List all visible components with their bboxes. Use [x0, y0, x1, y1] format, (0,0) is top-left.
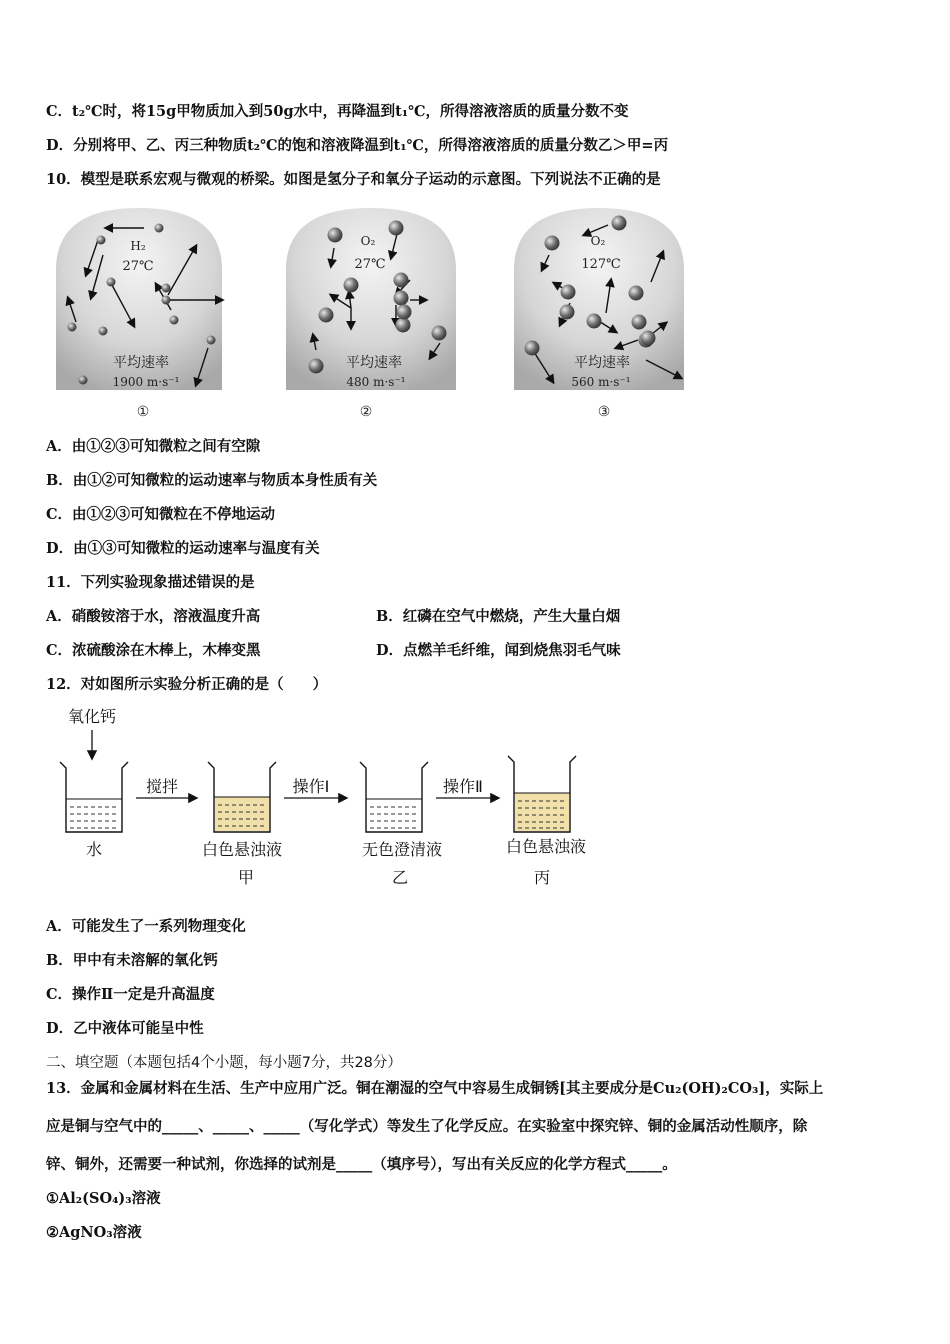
panel-3-rate-label: 平均速率 — [574, 355, 630, 371]
panel-2-rate: 480 m·s⁻¹ — [346, 375, 406, 389]
q11-option-c: C．浓硫酸涂在木棒上，木棒变黑 — [46, 642, 261, 659]
beaker-3-sub: 乙 — [391, 868, 409, 887]
panel-3-gas: O₂ — [590, 234, 606, 248]
panel-3 — [514, 208, 684, 420]
step-3-label: 操作Ⅱ — [443, 777, 483, 796]
beaker-2-sub: 甲 — [237, 868, 255, 887]
q12-option-b: B．甲中有未溶解的氧化钙 — [46, 952, 218, 969]
section-2-title: 二、填空题（本题包括4个小题，每小题7分，共28分） — [46, 1055, 402, 1071]
q12-option-a: A．可能发生了一系列物理变化 — [46, 918, 246, 935]
lime-experiment-figure — [46, 702, 606, 894]
q11-option-b: B．红磷在空气中燃烧，产生大量白烟 — [376, 608, 621, 625]
beaker-3-label: 无色澄清液 — [361, 840, 443, 859]
q13-option-2: ②AgNO₃溶液 — [46, 1224, 142, 1241]
q11-stem: 11．下列实验现象描述错误的是 — [46, 574, 255, 591]
panel-1-gas: H₂ — [130, 239, 146, 253]
q13-line-3: 锌、铜外，还需要一种试剂，你选择的试剂是_____（填序号），写出有关反应的化学方程式_____。 — [46, 1156, 677, 1173]
beaker-1-label: 水 — [85, 840, 103, 859]
beaker-2-label: 白色悬浊液 — [201, 840, 283, 859]
molecule-motion-figure — [46, 200, 746, 430]
q12-option-d: D．乙中液体可能呈中性 — [46, 1020, 204, 1037]
panel-1-number: ① — [136, 404, 150, 420]
beaker-jia — [208, 762, 276, 832]
q13-line-2: 应是铜与空气中的_____、_____、_____（写化学式）等发生了化学反应。在实验室中探究锌、铜的金属活动性顺序，除 — [46, 1118, 808, 1135]
q12-stem: 12．对如图所示实验分析正确的是（ ） — [46, 676, 328, 693]
q13-line-1-formula: Cu₂(OH)₂CO₃]，实际上 — [653, 1080, 824, 1097]
q12-option-c: C．操作Ⅱ一定是升高温度 — [46, 986, 215, 1003]
beaker-4-sub: 丙 — [533, 868, 551, 887]
panel-2 — [286, 208, 456, 420]
panel-2-rate-label: 平均速率 — [346, 355, 402, 371]
q13-line-1 — [46, 1080, 823, 1098]
panel-3-number: ③ — [597, 404, 611, 420]
beaker-yi — [360, 762, 428, 832]
step-2-label: 操作Ⅰ — [292, 777, 330, 796]
panel-2-temp: 27℃ — [354, 257, 386, 272]
beaker-bing — [508, 756, 576, 832]
panel-3-temp: 127℃ — [581, 257, 621, 272]
beaker-water — [60, 762, 128, 832]
step-1-label: 搅拌 — [145, 777, 179, 796]
q10-option-b: B．由①②可知微粒的运动速率与物质本身性质有关 — [46, 472, 378, 489]
panel-3-rate: 560 m·s⁻¹ — [571, 375, 631, 389]
q10-option-c: C．由①②③可知微粒在不停地运动 — [46, 506, 276, 523]
q10-option-d: D．由①③可知微粒的运动速率与温度有关 — [46, 540, 320, 557]
q11-option-a: A．硝酸铵溶于水，溶液温度升高 — [46, 608, 261, 625]
q13-option-1: ①Al₂(SO₄)₃溶液 — [46, 1190, 161, 1207]
q10-stem: 10．模型是联系宏观与微观的桥梁。如图是氢分子和氧分子运动的示意图。下列说法不正确的是 — [46, 171, 661, 188]
panel-1-rate-label: 平均速率 — [113, 355, 169, 371]
reagent-label: 氧化钙 — [67, 707, 117, 726]
panel-1-rate: 1900 m·s⁻¹ — [112, 375, 180, 389]
panel-1-temp: 27℃ — [122, 259, 154, 274]
q11-option-d: D．点燃羊毛纤维，闻到烧焦羽毛气味 — [376, 642, 621, 659]
panel-1 — [56, 208, 222, 420]
beaker-4-label: 白色悬浊液 — [505, 837, 587, 856]
panel-2-gas: O₂ — [360, 234, 376, 248]
q10-option-a: A．由①②③可知微粒之间有空隙 — [46, 438, 261, 455]
q13-line-1-text: 13．金属和金属材料在生活、生产中应用广泛。铜在潮湿的空气中容易生成铜锈[其主要成分是 — [46, 1080, 654, 1097]
panel-2-number: ② — [359, 404, 373, 420]
q9-option-d: D．分别将甲、乙、丙三种物质t₂℃的饱和溶液降温到t₁℃，所得溶液溶质的质量分数乙＞甲=丙 — [46, 137, 669, 154]
q9-option-c: C．t₂℃时，将15g甲物质加入到50g水中，再降温到t₁℃，所得溶液溶质的质量分数不变 — [46, 103, 629, 120]
